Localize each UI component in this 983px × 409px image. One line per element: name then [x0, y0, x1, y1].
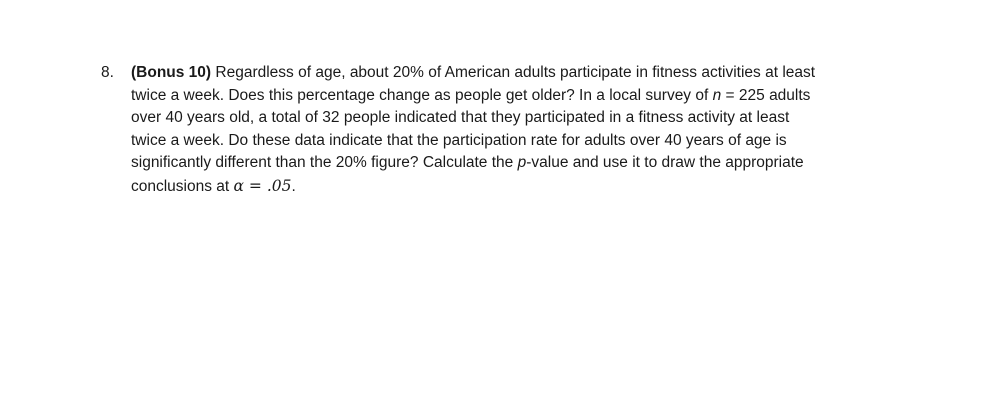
question-line-4: twice a week. Do these data indicate that the participation rate for adults over 40 years of age is [131, 131, 787, 149]
question-8 [101, 62, 901, 198]
question-line-1 [131, 62, 901, 85]
alpha-expression: α = .05 [233, 176, 292, 195]
line-5-post: -value and use it to draw the appropriate [526, 154, 804, 171]
line-6-pre: conclusions at [131, 177, 234, 195]
question-line-6 [131, 175, 901, 199]
p-variable: p [517, 154, 527, 171]
line-1-text: Regardless of age, about 20% of American adults participate in fitness activities at least [211, 64, 816, 81]
line-6-post: . [291, 177, 296, 195]
line-2-text: twice a week. Does this percentage change as people get older? In a local survey of [131, 86, 713, 104]
line-5-pre: significantly different than the 20% figure? Calculate the [131, 154, 518, 171]
question-number: 8. [101, 64, 114, 81]
line-2-tail: = 225 adults [721, 86, 811, 104]
question-line-2 [131, 85, 901, 108]
bonus-label: (Bonus 10) [131, 64, 212, 81]
question-text [131, 62, 901, 198]
question-line-3: over 40 years old, a total of 32 people indicated that they participated in a fitness activity at least [131, 109, 790, 126]
n-variable: n [712, 86, 722, 104]
question-line-5 [131, 152, 901, 175]
